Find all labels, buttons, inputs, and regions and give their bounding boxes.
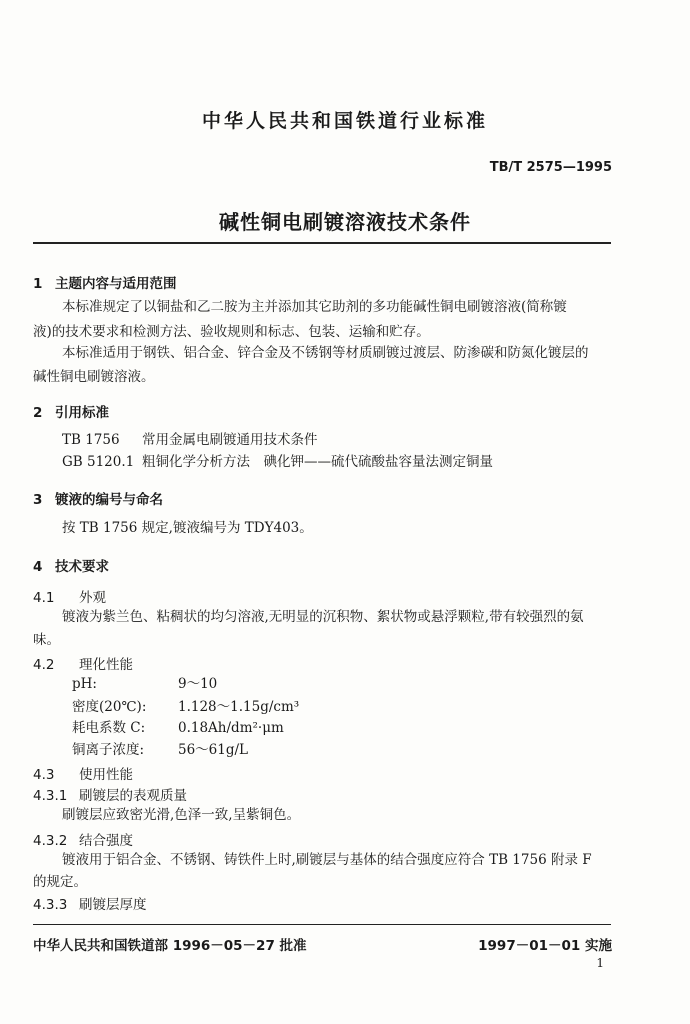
section-1-heading xyxy=(33,272,177,292)
standard-number: TB/T 2575—1995 xyxy=(489,160,612,175)
section-2-heading xyxy=(33,401,109,421)
section-title: 主题内容与适用范围 xyxy=(55,276,177,292)
reference-title: 粗铜化学分析方法 碘化钾——硫代硫酸盐容量法测定铜量 xyxy=(142,454,493,470)
subsection-4-1-line-1: 镀液为紫兰色、粘稠状的均匀溶液,无明显的沉积物、絮状物或悬浮颗粒,带有较强烈的氨 xyxy=(62,609,584,625)
subsection-number: 4.2 xyxy=(33,657,55,673)
document-title: 碱性铜电刷镀溶液技术条件 xyxy=(219,210,471,234)
subsection-number: 4.1 xyxy=(33,590,55,606)
subsection-title: 外观 xyxy=(79,590,106,606)
subsection-title: 结合强度 xyxy=(79,833,133,849)
property-row-density xyxy=(72,697,299,717)
subsection-title: 刷镀层的表观质量 xyxy=(79,788,187,804)
subsection-title: 理化性能 xyxy=(79,657,133,673)
subsection-number: 4.3.1 xyxy=(33,788,68,804)
property-label: 铜离子浓度: xyxy=(72,742,145,758)
property-row-power-coefficient xyxy=(72,718,284,738)
reference-code: TB 1756 xyxy=(62,432,120,448)
subsection-title: 使用性能 xyxy=(79,767,133,783)
title-divider xyxy=(33,242,611,244)
subsection-4-3-2-line-1: 镀液用于铝合金、不锈钢、铸铁件上时,刷镀层与基体的结合强度应符合 TB 1756 附录 F xyxy=(62,852,592,868)
section-title: 技术要求 xyxy=(55,559,109,575)
reference-code: GB 5120.1 xyxy=(62,454,135,470)
section-1-para-2-line-1: 本标准适用于钢铁、铝合金、锌合金及不锈钢等材质刷镀过渡层、防渗碳和防氮化镀层的 xyxy=(62,345,589,361)
property-value: 0.18Ah/dm²·μm xyxy=(178,720,284,736)
section-1-para-1-line-1: 本标准规定了以铜盐和乙二胺为主并添加其它助剂的多功能碱性铜电刷镀溶液(简称镀 xyxy=(62,299,567,315)
property-value: 1.128～1.15g/cm³ xyxy=(178,699,300,715)
property-row-copper-ion xyxy=(72,740,248,760)
subsection-title: 刷镀层厚度 xyxy=(79,897,147,913)
property-label: 耗电系数 C: xyxy=(72,720,146,736)
subsection-number: 4.3 xyxy=(33,767,55,783)
section-4-heading xyxy=(33,555,109,575)
subsection-4-3-2-line-2: 的规定。 xyxy=(33,874,87,890)
section-number: 2 xyxy=(33,405,43,421)
approval-line: 中华人民共和国铁道部 1996－05－27 批准 xyxy=(33,938,307,954)
subsection-number: 4.3.2 xyxy=(33,833,68,849)
section-1-para-1-line-2: 液)的技术要求和检测方法、验收规则和标志、包装、运输和贮存。 xyxy=(33,324,430,340)
reference-row xyxy=(62,430,318,450)
subsection-4-3-1-paragraph: 刷镀层应致密光滑,色泽一致,呈紫铜色。 xyxy=(62,807,301,823)
subsection-number: 4.3.3 xyxy=(33,897,68,913)
reference-title: 常用金属电刷镀通用技术条件 xyxy=(142,432,318,448)
section-number: 4 xyxy=(33,559,43,575)
property-value: 56～61g/L xyxy=(178,742,249,758)
subsection-4-3-3-heading xyxy=(33,893,147,913)
section-1-para-2-line-2: 碱性铜电刷镀溶液。 xyxy=(33,369,155,385)
reference-row xyxy=(62,452,493,472)
section-number: 3 xyxy=(33,492,43,508)
footer-divider xyxy=(33,924,611,925)
page-number: 1 xyxy=(596,956,604,970)
issuing-authority-title: 中华人民共和国铁道行业标准 xyxy=(201,110,488,132)
section-title: 镀液的编号与命名 xyxy=(55,492,163,508)
subsection-4-1-heading xyxy=(33,586,106,606)
subsection-4-3-heading xyxy=(33,763,133,783)
section-3-heading xyxy=(33,488,163,508)
section-3-paragraph: 按 TB 1756 规定,镀液编号为 TDY403。 xyxy=(62,520,313,536)
subsection-4-2-heading xyxy=(33,653,133,673)
property-value: 9～10 xyxy=(178,676,218,692)
property-label: pH: xyxy=(72,676,97,692)
subsection-4-3-2-heading xyxy=(33,829,133,849)
property-label: 密度(20℃): xyxy=(72,699,147,715)
subsection-4-1-line-2: 味。 xyxy=(33,632,60,648)
property-row-ph xyxy=(72,674,217,694)
implementation-date: 1997－01－01 实施 xyxy=(478,938,612,954)
subsection-4-3-1-heading xyxy=(33,784,187,804)
section-title: 引用标准 xyxy=(55,405,109,421)
section-number: 1 xyxy=(33,276,43,292)
